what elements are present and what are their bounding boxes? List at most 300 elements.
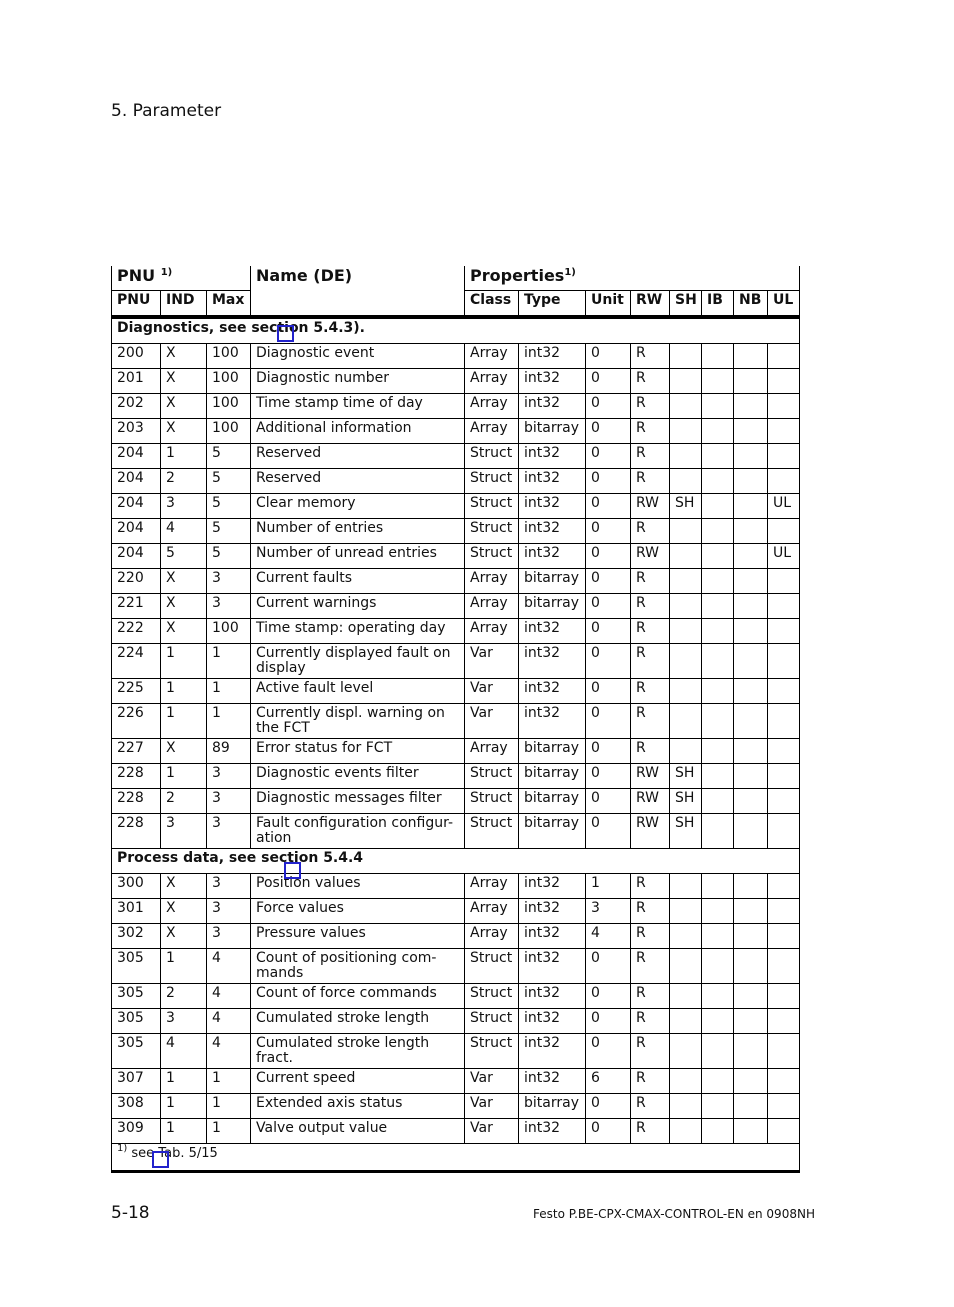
- cell-name: Clear memory: [251, 494, 465, 519]
- cell-pnu: 300: [112, 874, 161, 899]
- table-row: [112, 924, 800, 949]
- table-row: [112, 764, 800, 789]
- cell-type: int32: [519, 949, 586, 984]
- cell-name: Count of force commands: [251, 984, 465, 1009]
- cell-unit: 0: [586, 704, 631, 739]
- cell-type: int32: [519, 469, 586, 494]
- cell-unit: 6: [586, 1069, 631, 1094]
- cell-class: Struct: [465, 1034, 519, 1069]
- cell-rw: RW: [631, 544, 670, 569]
- table-row: [112, 739, 800, 764]
- cell-rw: R: [631, 899, 670, 924]
- cell-class: Array: [465, 874, 519, 899]
- cell-nb: [734, 444, 768, 469]
- cell-rw: R: [631, 419, 670, 444]
- cell-type: bitarray: [519, 764, 586, 789]
- cell-pnu: 204: [112, 494, 161, 519]
- header-group-row: [112, 266, 800, 291]
- cell-type: int32: [519, 369, 586, 394]
- cell-ib: [702, 739, 734, 764]
- cell-pnu: 305: [112, 1009, 161, 1034]
- cell-ib: [702, 899, 734, 924]
- cell-nb: [734, 679, 768, 704]
- cell-type: int32: [519, 619, 586, 644]
- cell-type: bitarray: [519, 419, 586, 444]
- cell-name: Cumulated stroke length: [251, 1009, 465, 1034]
- cell-ib: [702, 1119, 734, 1144]
- cell-pnu: 221: [112, 594, 161, 619]
- cell-rw: R: [631, 1009, 670, 1034]
- cell-sh: [670, 444, 702, 469]
- cell-unit: 0: [586, 679, 631, 704]
- cell-class: Struct: [465, 469, 519, 494]
- cell-max: 100: [207, 344, 251, 369]
- cell-name: Force values: [251, 899, 465, 924]
- cell-rw: R: [631, 469, 670, 494]
- cell-ind: X: [161, 344, 207, 369]
- cell-type: int32: [519, 984, 586, 1009]
- cell-rw: R: [631, 644, 670, 679]
- cell-rw: R: [631, 704, 670, 739]
- cell-ul: [768, 1094, 800, 1119]
- cell-ib: [702, 1094, 734, 1119]
- cell-nb: [734, 1069, 768, 1094]
- footnote-row: [112, 1144, 800, 1172]
- cell-sh: [670, 1094, 702, 1119]
- cell-type: int32: [519, 544, 586, 569]
- cell-name: Diagnostic number: [251, 369, 465, 394]
- cell-unit: 4: [586, 924, 631, 949]
- table-row: [112, 814, 800, 849]
- cell-pnu: 204: [112, 444, 161, 469]
- footnote: $^{1)}$ see Tab. 5/15: [112, 1144, 800, 1172]
- cell-rw: RW: [631, 789, 670, 814]
- cell-ind: 1: [161, 704, 207, 739]
- table-row: [112, 949, 800, 984]
- cell-max: 1: [207, 1094, 251, 1119]
- cell-ib: [702, 679, 734, 704]
- cell-rw: R: [631, 344, 670, 369]
- cell-sh: [670, 394, 702, 419]
- cell-max: 89: [207, 739, 251, 764]
- cell-sh: SH: [670, 814, 702, 849]
- cell-unit: 0: [586, 739, 631, 764]
- cell-nb: [734, 569, 768, 594]
- cell-ul: [768, 984, 800, 1009]
- cell-name: Reserved: [251, 444, 465, 469]
- cell-type: bitarray: [519, 739, 586, 764]
- cell-rw: R: [631, 924, 670, 949]
- cell-rw: R: [631, 619, 670, 644]
- cell-sh: [670, 569, 702, 594]
- parameter-table: [111, 266, 800, 1173]
- cell-ul: [768, 949, 800, 984]
- cell-name: Pressure values: [251, 924, 465, 949]
- table-link-box[interactable]: [152, 1151, 169, 1168]
- cell-sh: [670, 949, 702, 984]
- cell-type: int32: [519, 519, 586, 544]
- cell-nb: [734, 619, 768, 644]
- cell-nb: [734, 644, 768, 679]
- cell-ul: [768, 739, 800, 764]
- cell-ib: [702, 594, 734, 619]
- cell-type: int32: [519, 704, 586, 739]
- col-header-type: Type: [519, 291, 586, 318]
- cell-ib: [702, 444, 734, 469]
- cell-ul: [768, 899, 800, 924]
- cell-unit: 0: [586, 444, 631, 469]
- table-row: [112, 419, 800, 444]
- cell-pnu: 228: [112, 789, 161, 814]
- cell-type: int32: [519, 494, 586, 519]
- cell-pnu: 227: [112, 739, 161, 764]
- cell-class: Struct: [465, 519, 519, 544]
- cell-ind: 1: [161, 949, 207, 984]
- table-row: [112, 344, 800, 369]
- cell-unit: 0: [586, 369, 631, 394]
- cell-ul: [768, 1034, 800, 1069]
- cell-nb: [734, 594, 768, 619]
- cell-ind: X: [161, 899, 207, 924]
- cell-nb: [734, 519, 768, 544]
- document-reference: Festo P.BE-CPX-CMAX-CONTROL-EN en 0908NH: [533, 1207, 815, 1221]
- cell-sh: [670, 739, 702, 764]
- cell-type: int32: [519, 1009, 586, 1034]
- table-row: [112, 1094, 800, 1119]
- cell-ind: 3: [161, 1009, 207, 1034]
- cell-name: Diagnostic events filter: [251, 764, 465, 789]
- cell-nb: [734, 344, 768, 369]
- cell-name: Error status for FCT: [251, 739, 465, 764]
- cell-nb: [734, 984, 768, 1009]
- cell-pnu: 226: [112, 704, 161, 739]
- cell-max: 5: [207, 469, 251, 494]
- cell-class: Struct: [465, 444, 519, 469]
- cell-ul: [768, 344, 800, 369]
- cell-nb: [734, 949, 768, 984]
- cell-name: Time stamp time of day: [251, 394, 465, 419]
- cell-nb: [734, 704, 768, 739]
- cell-sh: [670, 369, 702, 394]
- cell-unit: 0: [586, 1119, 631, 1144]
- cell-pnu: 308: [112, 1094, 161, 1119]
- cell-rw: R: [631, 394, 670, 419]
- col-header-max: Max: [207, 291, 251, 318]
- cell-name: Cumulated stroke length fract.: [251, 1034, 465, 1069]
- cell-name: Number of unread entries: [251, 544, 465, 569]
- cell-max: 5: [207, 494, 251, 519]
- cell-unit: 0: [586, 544, 631, 569]
- cell-pnu: 203: [112, 419, 161, 444]
- cell-class: Struct: [465, 789, 519, 814]
- cell-class: Var: [465, 679, 519, 704]
- cell-nb: [734, 874, 768, 899]
- cell-ib: [702, 469, 734, 494]
- cell-ind: 1: [161, 679, 207, 704]
- cell-ib: [702, 1069, 734, 1094]
- table-row: [112, 519, 800, 544]
- cell-max: 1: [207, 644, 251, 679]
- cell-unit: 0: [586, 469, 631, 494]
- cell-ul: [768, 519, 800, 544]
- cell-ul: [768, 1009, 800, 1034]
- cell-max: 5: [207, 444, 251, 469]
- table-row: [112, 569, 800, 594]
- cell-ib: [702, 704, 734, 739]
- cell-class: Var: [465, 644, 519, 679]
- cell-max: 3: [207, 924, 251, 949]
- cell-unit: 0: [586, 789, 631, 814]
- cell-ib: [702, 394, 734, 419]
- cell-unit: 0: [586, 1009, 631, 1034]
- cell-ul: [768, 619, 800, 644]
- cell-name: Extended axis status: [251, 1094, 465, 1119]
- cell-max: 3: [207, 814, 251, 849]
- table-row: [112, 394, 800, 419]
- cell-ib: [702, 789, 734, 814]
- section-title: Process data, see section 5.4.4: [112, 849, 800, 874]
- cell-ib: [702, 764, 734, 789]
- cell-nb: [734, 814, 768, 849]
- footnote-link[interactable]: see Tab. 5/15: [131, 1146, 218, 1161]
- cell-sh: SH: [670, 494, 702, 519]
- cell-ib: [702, 874, 734, 899]
- cell-max: 3: [207, 569, 251, 594]
- table-row: [112, 544, 800, 569]
- cell-rw: R: [631, 739, 670, 764]
- cell-nb: [734, 1009, 768, 1034]
- cell-ul: [768, 789, 800, 814]
- cell-rw: R: [631, 949, 670, 984]
- properties-group-header: Properties$^{1)}$: [465, 266, 800, 291]
- cell-sh: SH: [670, 764, 702, 789]
- cell-rw: R: [631, 984, 670, 1009]
- cell-name: Currently displayed fault on display: [251, 644, 465, 679]
- cell-ind: X: [161, 619, 207, 644]
- cell-ib: [702, 814, 734, 849]
- page-number: 5-18: [111, 1203, 150, 1223]
- cell-unit: 0: [586, 394, 631, 419]
- cell-pnu: 309: [112, 1119, 161, 1144]
- cell-pnu: 305: [112, 984, 161, 1009]
- table-row: [112, 619, 800, 644]
- table-row: [112, 874, 800, 899]
- col-header-ul: UL: [768, 291, 800, 318]
- cell-ind: X: [161, 874, 207, 899]
- cell-sh: [670, 544, 702, 569]
- cell-unit: 0: [586, 764, 631, 789]
- cell-sh: SH: [670, 789, 702, 814]
- cell-sh: [670, 644, 702, 679]
- cell-class: Var: [465, 704, 519, 739]
- cell-ind: 4: [161, 1034, 207, 1069]
- cell-unit: 0: [586, 594, 631, 619]
- cell-unit: 0: [586, 619, 631, 644]
- cell-pnu: 204: [112, 469, 161, 494]
- cell-ul: [768, 874, 800, 899]
- table-row: [112, 984, 800, 1009]
- cell-pnu: 201: [112, 369, 161, 394]
- cell-unit: 0: [586, 644, 631, 679]
- cell-ind: X: [161, 924, 207, 949]
- cell-ib: [702, 1034, 734, 1069]
- cell-type: bitarray: [519, 1094, 586, 1119]
- cell-pnu: 202: [112, 394, 161, 419]
- cell-class: Var: [465, 1119, 519, 1144]
- cell-pnu: 222: [112, 619, 161, 644]
- cell-unit: 0: [586, 1094, 631, 1119]
- cell-nb: [734, 924, 768, 949]
- chapter-heading: 5. Parameter: [111, 101, 222, 121]
- cell-ind: X: [161, 739, 207, 764]
- cell-name: Current faults: [251, 569, 465, 594]
- cell-max: 5: [207, 544, 251, 569]
- cell-max: 3: [207, 874, 251, 899]
- col-header-unit: Unit: [586, 291, 631, 318]
- cell-class: Struct: [465, 984, 519, 1009]
- cell-ul: [768, 704, 800, 739]
- cell-name: Position values: [251, 874, 465, 899]
- cell-pnu: 224: [112, 644, 161, 679]
- cell-nb: [734, 369, 768, 394]
- cell-ul: [768, 1069, 800, 1094]
- cell-ind: 5: [161, 544, 207, 569]
- cell-name: Count of positioning com-mands: [251, 949, 465, 984]
- cell-ul: UL: [768, 494, 800, 519]
- cell-class: Array: [465, 924, 519, 949]
- table-row: [112, 444, 800, 469]
- cell-sh: [670, 344, 702, 369]
- cell-rw: RW: [631, 494, 670, 519]
- cell-pnu: 204: [112, 544, 161, 569]
- cell-type: bitarray: [519, 594, 586, 619]
- cell-ind: 1: [161, 1119, 207, 1144]
- cell-sh: [670, 469, 702, 494]
- cell-type: int32: [519, 679, 586, 704]
- cell-type: int32: [519, 1034, 586, 1069]
- cell-unit: 0: [586, 814, 631, 849]
- cell-ul: [768, 814, 800, 849]
- table-row: [112, 1119, 800, 1144]
- cell-name: Active fault level: [251, 679, 465, 704]
- section-link-box[interactable]: [284, 862, 301, 879]
- cell-sh: [670, 899, 702, 924]
- table-row: [112, 644, 800, 679]
- section-process-data-row: [112, 849, 800, 874]
- cell-rw: R: [631, 519, 670, 544]
- cell-class: Struct: [465, 544, 519, 569]
- cell-class: Array: [465, 739, 519, 764]
- cell-ind: 1: [161, 644, 207, 679]
- cell-name: Reserved: [251, 469, 465, 494]
- cell-nb: [734, 469, 768, 494]
- cell-sh: [670, 874, 702, 899]
- cell-ul: [768, 924, 800, 949]
- cell-nb: [734, 1034, 768, 1069]
- cell-class: Struct: [465, 764, 519, 789]
- cell-max: 1: [207, 1069, 251, 1094]
- cell-unit: 0: [586, 494, 631, 519]
- table-row: [112, 594, 800, 619]
- cell-ul: [768, 644, 800, 679]
- cell-ul: [768, 444, 800, 469]
- cell-pnu: 302: [112, 924, 161, 949]
- cell-max: 1: [207, 679, 251, 704]
- cell-pnu: 200: [112, 344, 161, 369]
- table-row: [112, 1069, 800, 1094]
- cell-ib: [702, 619, 734, 644]
- cell-nb: [734, 419, 768, 444]
- cell-name: Valve output value: [251, 1119, 465, 1144]
- cell-ib: [702, 519, 734, 544]
- cell-max: 3: [207, 594, 251, 619]
- col-header-sh: SH: [670, 291, 702, 318]
- cell-name: Number of entries: [251, 519, 465, 544]
- cell-ib: [702, 544, 734, 569]
- cell-ib: [702, 949, 734, 984]
- cell-class: Struct: [465, 1009, 519, 1034]
- cell-class: Array: [465, 344, 519, 369]
- cell-class: Array: [465, 899, 519, 924]
- cell-ind: 3: [161, 814, 207, 849]
- cell-class: Array: [465, 369, 519, 394]
- cell-class: Array: [465, 569, 519, 594]
- col-header-class: Class: [465, 291, 519, 318]
- cell-name: Current warnings: [251, 594, 465, 619]
- cell-ul: [768, 469, 800, 494]
- cell-nb: [734, 1119, 768, 1144]
- cell-max: 3: [207, 899, 251, 924]
- cell-name: Diagnostic messages filter: [251, 789, 465, 814]
- cell-unit: 0: [586, 419, 631, 444]
- cell-nb: [734, 494, 768, 519]
- cell-class: Array: [465, 619, 519, 644]
- table-row: [112, 704, 800, 739]
- cell-pnu: 228: [112, 764, 161, 789]
- table-row: [112, 789, 800, 814]
- cell-sh: [670, 1069, 702, 1094]
- cell-rw: R: [631, 874, 670, 899]
- cell-nb: [734, 899, 768, 924]
- cell-unit: 1: [586, 874, 631, 899]
- cell-max: 100: [207, 394, 251, 419]
- table-row: [112, 469, 800, 494]
- cell-rw: RW: [631, 814, 670, 849]
- cell-name: Additional information: [251, 419, 465, 444]
- cell-ul: [768, 369, 800, 394]
- cell-pnu: 305: [112, 1034, 161, 1069]
- cell-unit: 3: [586, 899, 631, 924]
- cell-name: Time stamp: operating day: [251, 619, 465, 644]
- cell-max: 3: [207, 789, 251, 814]
- cell-type: int32: [519, 444, 586, 469]
- col-header-ind: IND: [161, 291, 207, 318]
- cell-ind: 2: [161, 469, 207, 494]
- cell-ib: [702, 569, 734, 594]
- cell-class: Array: [465, 419, 519, 444]
- cell-ib: [702, 494, 734, 519]
- cell-nb: [734, 394, 768, 419]
- cell-type: bitarray: [519, 569, 586, 594]
- cell-max: 3: [207, 764, 251, 789]
- cell-rw: R: [631, 569, 670, 594]
- section-diagnostics-row: [112, 317, 800, 344]
- table-row: [112, 494, 800, 519]
- pnu-group-header: PNU $^{1)}$: [112, 266, 251, 291]
- section-link-box[interactable]: [277, 325, 294, 342]
- cell-nb: [734, 764, 768, 789]
- cell-ind: 4: [161, 519, 207, 544]
